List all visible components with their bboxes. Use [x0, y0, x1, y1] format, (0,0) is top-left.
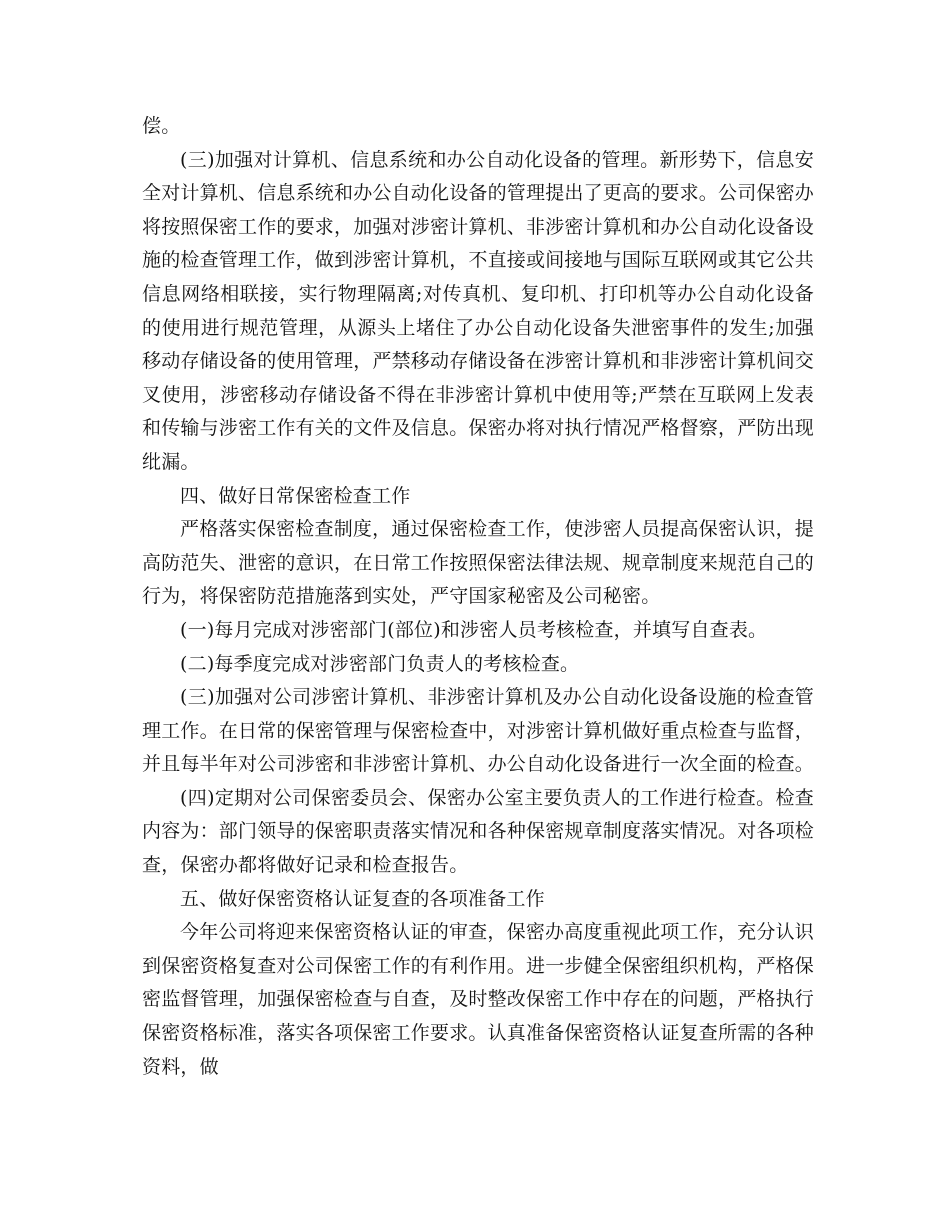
paragraph-2: (三)加强对计算机、信息系统和办公自动化设备的管理。新形势下，信息安全对计算机、信息系统和办公自动化设备的管理提出了更高的要求。公司保密办将按照保密工作的要求，加强对涉密计算机、非涉密计算机和办公自动化设备设施的检查管理工作，做到涉密计算机，不直接或间接地与国际互联网或其它公共信息网络相联接，实行物理隔离;对传真机、复印机、打印机等办公自动化设备的使用进行规范管理，从源头上堵住了办公自动化设备失泄密事件的发生;加强移动存储设备的使用管理，严禁移动存储设备在涉密计算机和非涉密计算机间交叉使用，涉密移动存储设备不得在非涉密计算机中使用等;严禁在互联网上发表和传输与涉密工作有关的文件及信息。保密办将对执行情况严格督察，严防出现纰漏。	[142, 148, 815, 473]
section-heading-5: 五、做好保密资格认证复查的各项准备工作	[180, 887, 545, 910]
paragraph-8: (四)定期对公司保密委员会、保密办公室主要负责人的工作进行检查。检查内容为：部门领导的保密职责落实情况和各种保密规章制度落实情况。对各项检查，保密办都将做好记录和检查报告。	[142, 786, 815, 877]
paragraph-6: (二)每季度完成对涉密部门负责人的考核检查。	[180, 652, 580, 675]
paragraph-5: (一)每月完成对涉密部门(部位)和涉密人员考核检查，并填写自查表。	[180, 618, 768, 641]
paragraph-1: 偿。	[142, 115, 181, 137]
paragraph-4: 严格落实保密检查制度，通过保密检查工作，使涉密人员提高保密认识，提高防范失、泄密的意识，在日常工作按照保密法律法规、规章制度来规范自己的行为，将保密防范措施落到实处，严守国家秘密及公司秘密。	[142, 518, 815, 608]
paragraph-7: (三)加强对公司涉密计算机、非涉密计算机及办公自动化设备设施的检查管理工作。在日常的保密管理与保密检查中，对涉密计算机做好重点检查与监督，并且每半年对公司涉密和非涉密计算机、办公自动化设备进行一次全面的检查。	[142, 686, 815, 776]
section-heading-4: 四、做好日常保密检查工作	[180, 484, 411, 507]
document-body	[142, 110, 814, 1084]
paragraph-10: 今年公司将迎来保密资格认证的审查，保密办高度重视此项工作，充分认识到保密资格复查对公司保密工作的有利作用。进一步健全保密组织机构，严格保密监督管理，加强保密检查与自查，及时整改保密工作中存在的问题，严格执行保密资格标准，落实各项保密工作要求。认真准备保密资格认证复查所需的各种资料，做	[142, 921, 815, 1078]
